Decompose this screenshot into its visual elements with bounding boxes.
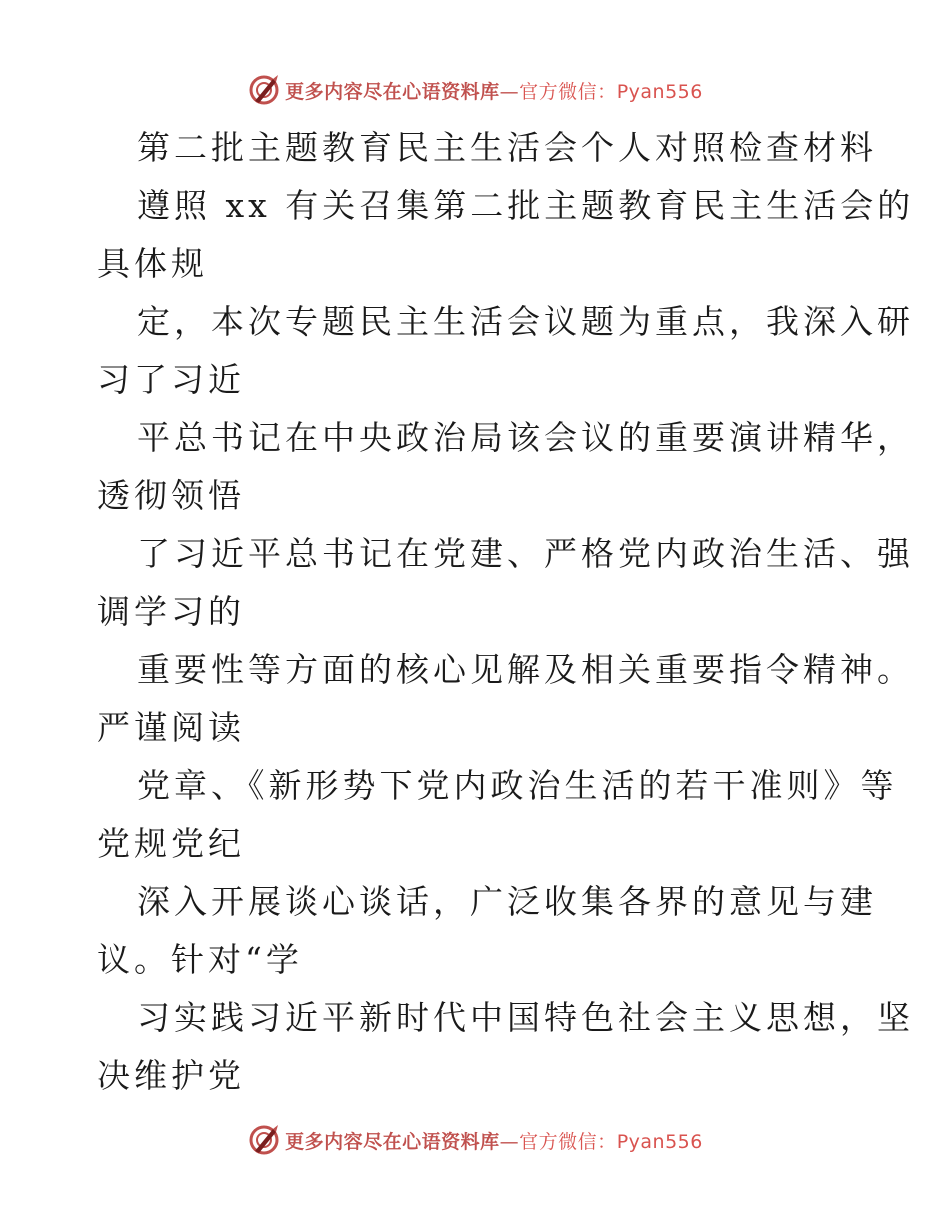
document-line: 平总书记在中央政治局该会议的重要演讲精华，: [137, 418, 914, 457]
document-line: 习了习近: [97, 360, 245, 399]
document-line: 调学习的: [97, 592, 245, 631]
document-line: 议。针对“学: [97, 940, 303, 979]
document-title: 第二批主题教育民主生活会个人对照检查材料: [137, 128, 877, 167]
watermark-wechat-id: Pyan556: [616, 80, 703, 103]
quill-logo-icon: [247, 1123, 281, 1157]
document-line: 了习近平总书记在党建、严格党内政治生活、强: [137, 534, 914, 573]
footer-watermark-banner: [0, 1120, 950, 1160]
watermark-brand: 更多内容尽在心语资料库: [285, 1130, 500, 1153]
document-line: 透彻领悟: [97, 476, 245, 515]
watermark-separator: —: [499, 80, 520, 103]
watermark-wechat-id: Pyan556: [616, 1130, 703, 1153]
document-line: 具体规: [97, 244, 208, 283]
document-line: 习实践习近平新时代中国特色社会主义思想，坚: [137, 998, 914, 1037]
watermark-wechat-label: 官方微信：: [519, 80, 617, 103]
document-line: 党章、《新形势下党内政治生活的若干准则》等: [137, 766, 898, 805]
document-line: 定，本次专题民主生活会议题为重点，我深入研: [137, 302, 914, 341]
watermark-wechat-label: 官方微信：: [519, 1130, 617, 1153]
document-line: 严谨阅读: [97, 708, 245, 747]
watermark-brand: 更多内容尽在心语资料库: [285, 80, 500, 103]
document-line: 党规党纪: [97, 824, 245, 863]
document-line: 决维护党: [97, 1056, 245, 1095]
document-line: 深入开展谈心谈话，广泛收集各界的意见与建: [137, 882, 877, 921]
document-line: 遵照 xx 有关召集第二批主题教育民主生活会的: [137, 186, 915, 225]
watermark-text: [285, 1127, 703, 1154]
document-line: 重要性等方面的核心见解及相关重要指令精神。: [137, 650, 914, 689]
watermark-separator: —: [499, 1130, 520, 1153]
